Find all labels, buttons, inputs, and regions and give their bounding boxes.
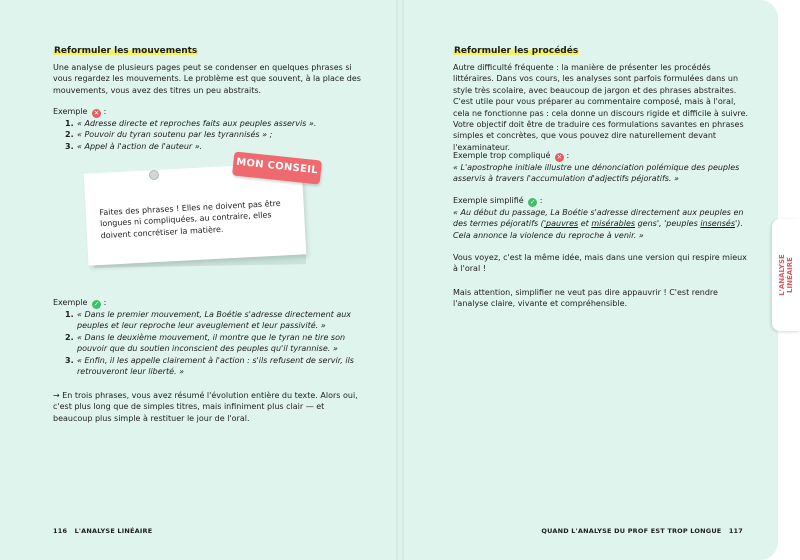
example-good-label: Exemple xyxy=(53,298,88,307)
warning-paragraph: Mais attention, simplifier ne veut pas dire appauvrir ! C'est rendre l'analyse claire, vivante et compréhensible. xyxy=(453,288,718,309)
example-complex-quote: « L'apostrophe initiale illustre une dénonciation polémique des peuples asservis à travers l'accumulation d'adjectifs péjoratifs. » xyxy=(453,163,740,184)
example-simple-block xyxy=(453,195,749,241)
check-circle-icon: ✓ xyxy=(530,198,536,206)
summary-paragraph: Vous voyez, c'est la même idée, mais dans une version qui respire mieux à l'oral ! xyxy=(453,253,747,274)
advice-text: Faites des phrases ! Elles ne doivent pas être longues ni compliquées, au contraire, elles doivent concrétiser la matière. xyxy=(99,198,281,241)
section-heading-procedes: Reformuler les procédés xyxy=(454,46,579,56)
example-simple-quote: « Au début du passage, La Boétie s'adresse directement aux peuples en des termes péjoratifs ('pauvres et misérables gens', 'peuples insensés'). Cela annonce la violence du reproche à venir. » xyxy=(453,208,744,240)
list-item: 2. « Dans le deuxième mouvement, il montre que le tyran ne tire son pouvoir que du soutien inconscient des peuples qu'il tyrannise. » xyxy=(65,332,346,354)
check-circle-icon: ✓ xyxy=(93,300,100,308)
x-circle-icon: ✕ xyxy=(556,153,563,161)
example-bad-label: Exemple xyxy=(53,107,88,116)
example-bad-block xyxy=(53,106,363,152)
example-complex-label-line: Exemple trop compliqué ✕ : xyxy=(453,151,570,161)
example-simple-label: Exemple simplifié xyxy=(453,196,524,205)
example-good-block xyxy=(53,297,363,377)
intro-paragraph: Une analyse de plusieurs pages peut se condenser en quelques phrases si vous regardez les mouvements. Le problème est que souvent, à la place des mouvements, vous avez des titres un peu abstraits. xyxy=(53,63,361,95)
example-simple-label-line: Exemple simplifié ✓ : xyxy=(453,196,543,206)
right-heading-wrap xyxy=(453,38,749,57)
list-item: 1. « Dans le premier mouvement, La Boétie s'adresse directement aux peuples et leur reproche leur aveuglement et leur passivité. » xyxy=(65,310,352,331)
chapter-tab-label: L'ANALYSE LINÉAIRE xyxy=(778,254,794,296)
conclusion-paragraph: → En trois phrases, vous avez résumé l'évolution entière du texte. Alors oui, c'est plus long que de simples titres, mais infiniment plus clair — et beaucoup plus simple à restituer le jour de l'oral. xyxy=(53,391,358,423)
list-item: 2. « Pouvoir du tyran soutenu par les tyrannisés » ; xyxy=(65,130,273,140)
example-bad-label-line: Exemple ✕ : xyxy=(53,107,107,117)
example-bad-list xyxy=(65,118,363,152)
page-gutter xyxy=(396,0,404,560)
example-complex-label: Exemple trop compliqué xyxy=(453,151,551,160)
example-good-list xyxy=(65,309,363,377)
left-heading-wrap xyxy=(53,38,363,57)
list-item: 3. « Appel à l'action de l'auteur ». xyxy=(65,141,203,151)
example-complex-block xyxy=(453,150,749,185)
procedes-paragraph: Autre difficulté fréquente : la manière de présenter les procédés littéraires. Dans vos cours, les analyses sont parfois formulées dans un style très scolaire, avec beaucoup de jargon et des phrases abstraites. C'est utile pour vous préparer au commentaire composé, mais à l'oral, cela ne fonctionne pas : cela donne un discours rigide et difficile à suivre. Votre objectif doit être de traduire ces formulations savantes en phrases simples et concrètes, que vous pouvez dire naturellement devant l'examinateur. xyxy=(453,63,749,152)
x-circle-icon: ✕ xyxy=(93,109,100,117)
page-number-right: 117 xyxy=(728,527,743,535)
example-good-label-line: Exemple ✓ : xyxy=(53,298,107,308)
advice-label: MON CONSEIL xyxy=(235,156,319,177)
section-heading-mouvements: Reformuler les mouvements xyxy=(54,46,198,56)
pin-icon xyxy=(149,170,159,180)
right-footer xyxy=(541,527,743,535)
running-title-left: L'ANALYSE LINÉAIRE xyxy=(74,527,153,535)
list-item: 3. « Enfin, il les appelle clairement à l'action : s'ils refusent de servir, ils retrouveront leur liberté. » xyxy=(65,355,354,377)
list-item: 1. « Adresse directe et reproches faits aux peuples asservis ». xyxy=(65,119,317,128)
page-number-left: 116 xyxy=(53,527,68,535)
left-footer xyxy=(53,527,152,535)
running-title-right: QUAND L'ANALYSE DU PROF EST TROP LONGUE xyxy=(541,527,722,535)
